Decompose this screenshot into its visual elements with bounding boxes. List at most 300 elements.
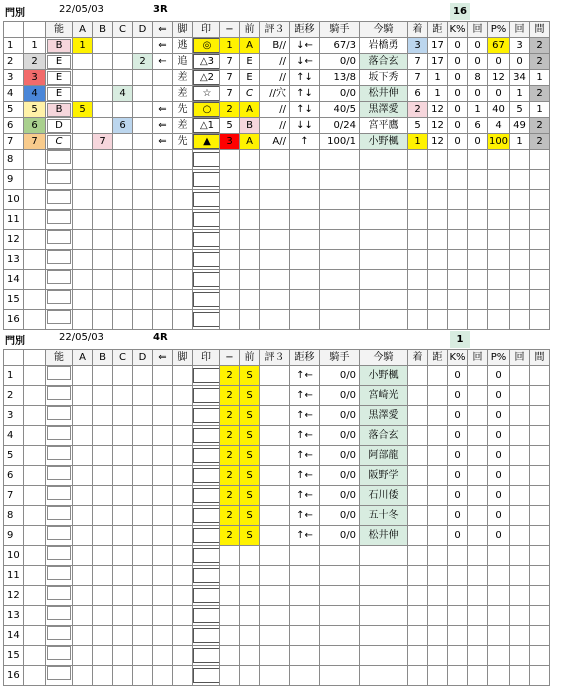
cell-kan	[530, 466, 550, 486]
cell-konki	[360, 626, 408, 646]
cell-p: 0	[488, 506, 510, 526]
mark-cell	[193, 586, 220, 606]
cell-kyoi: ↓←	[290, 54, 320, 70]
cell-mae	[240, 150, 260, 170]
cell-kyori	[428, 366, 448, 386]
cell-kyoi	[290, 586, 320, 606]
cell-kai2: 49	[510, 118, 530, 134]
cell-hyo: //	[260, 102, 290, 118]
cell-a: 5	[73, 102, 93, 118]
ability-cell	[46, 190, 73, 210]
ability-grade: D	[47, 119, 72, 133]
mark-symbol	[193, 312, 220, 327]
row-number: 7	[4, 134, 24, 150]
cell-kishu	[320, 190, 360, 210]
race-date: 22/05/03	[59, 332, 104, 343]
cell-kai	[468, 310, 488, 330]
cell-chaku	[408, 386, 428, 406]
cell-d	[133, 586, 153, 606]
column-header: 着	[408, 350, 428, 366]
cell-minus	[220, 270, 240, 290]
gate-number	[24, 366, 46, 386]
cell-chaku	[408, 426, 428, 446]
cell-konki	[360, 190, 408, 210]
cell-kai	[468, 386, 488, 406]
cell-kyori	[428, 230, 448, 250]
gate-number: 4	[24, 86, 46, 102]
cell-chaku	[408, 446, 428, 466]
mark-symbol	[193, 508, 220, 523]
cell-konki: 石川倭	[360, 486, 408, 506]
table-row	[4, 54, 550, 70]
cell-kishu	[320, 210, 360, 230]
cell-arrow	[153, 646, 173, 666]
cell-a	[73, 54, 93, 70]
cell-arrow	[153, 526, 173, 546]
cell-kai2	[510, 290, 530, 310]
ability-cell	[46, 586, 73, 606]
cell-arrow	[153, 366, 173, 386]
cell-arrow	[153, 210, 173, 230]
cell-konki	[360, 546, 408, 566]
row-number: 8	[4, 506, 24, 526]
cell-kai: 0	[468, 54, 488, 70]
mark-cell	[193, 150, 220, 170]
cell-konki	[360, 210, 408, 230]
mark-symbol	[193, 292, 220, 307]
mark-cell	[193, 118, 220, 134]
mark-symbol	[193, 368, 220, 383]
cell-p: 0	[488, 366, 510, 386]
cell-hyo	[260, 426, 290, 446]
table-row	[4, 170, 550, 190]
cell-minus	[220, 586, 240, 606]
ability-cell	[46, 426, 73, 446]
cell-kishu	[320, 666, 360, 686]
cell-arrow	[153, 626, 173, 646]
column-header: 前	[240, 22, 260, 38]
cell-a	[73, 134, 93, 150]
cell-konki	[360, 230, 408, 250]
cell-kishu: 100/1	[320, 134, 360, 150]
mark-cell	[193, 506, 220, 526]
cell-kai	[468, 486, 488, 506]
cell-k: 0	[448, 486, 468, 506]
cell-c	[113, 250, 133, 270]
ability-grade	[47, 466, 72, 480]
cell-kan: 1	[530, 102, 550, 118]
cell-style	[173, 366, 193, 386]
column-header: 今騎	[360, 22, 408, 38]
cell-mae	[240, 646, 260, 666]
cell-k: 0	[448, 54, 468, 70]
ability-grade	[47, 250, 72, 264]
corner-cell	[24, 350, 46, 366]
cell-style	[173, 446, 193, 466]
cell-hyo: A//	[260, 134, 290, 150]
cell-style	[173, 270, 193, 290]
cell-b	[93, 38, 113, 54]
table-row	[4, 38, 550, 54]
cell-p: 4	[488, 118, 510, 134]
race-header	[3, 331, 550, 349]
cell-mae	[240, 310, 260, 330]
cell-hyo	[260, 406, 290, 426]
mark-cell	[193, 210, 220, 230]
cell-d	[133, 546, 153, 566]
column-header: 今騎	[360, 350, 408, 366]
cell-kai2: 3	[510, 38, 530, 54]
cell-c	[113, 102, 133, 118]
entry-count-badge: 1	[450, 331, 470, 348]
table-row	[4, 546, 550, 566]
mark-symbol: △3	[193, 54, 220, 69]
cell-c	[113, 134, 133, 150]
cell-kyoi: ↑←	[290, 506, 320, 526]
cell-kishu: 0/0	[320, 86, 360, 102]
cell-kai	[468, 270, 488, 290]
mark-cell	[193, 466, 220, 486]
cell-chaku: 7	[408, 70, 428, 86]
cell-kyoi	[290, 190, 320, 210]
cell-d	[133, 666, 153, 686]
cell-c	[113, 546, 133, 566]
cell-k: 0	[448, 70, 468, 86]
cell-k	[448, 586, 468, 606]
cell-chaku: 3	[408, 38, 428, 54]
cell-kyori	[428, 606, 448, 626]
cell-mae	[240, 190, 260, 210]
cell-mae	[240, 586, 260, 606]
gate-number: 5	[24, 102, 46, 118]
cell-p: 67	[488, 38, 510, 54]
cell-hyo	[260, 586, 290, 606]
cell-style	[173, 626, 193, 646]
cell-p: 0	[488, 446, 510, 466]
cell-c	[113, 170, 133, 190]
cell-kan	[530, 310, 550, 330]
row-number: 9	[4, 526, 24, 546]
cell-kyori: 17	[428, 54, 448, 70]
cell-arrow	[153, 486, 173, 506]
cell-mae	[240, 230, 260, 250]
table-row	[4, 626, 550, 646]
cell-konki	[360, 290, 408, 310]
cell-kyoi: ↑←	[290, 426, 320, 446]
table-row	[4, 86, 550, 102]
cell-style	[173, 606, 193, 626]
cell-kyori	[428, 310, 448, 330]
cell-kyori: 1	[428, 70, 448, 86]
gate-number	[24, 386, 46, 406]
mark-symbol	[193, 628, 220, 643]
cell-kishu	[320, 250, 360, 270]
cell-kyoi: ↑←	[290, 526, 320, 546]
cell-chaku	[408, 230, 428, 250]
ability-cell	[46, 466, 73, 486]
cell-kai: 8	[468, 70, 488, 86]
cell-kai: 0	[468, 134, 488, 150]
cell-minus	[220, 170, 240, 190]
cell-kai	[468, 230, 488, 250]
cell-kan	[530, 506, 550, 526]
cell-mae	[240, 290, 260, 310]
ability-grade	[47, 586, 72, 600]
cell-style: 逃	[173, 38, 193, 54]
cell-a	[73, 250, 93, 270]
cell-k	[448, 546, 468, 566]
ability-cell	[46, 526, 73, 546]
cell-kai2	[510, 486, 530, 506]
cell-c	[113, 646, 133, 666]
cell-d	[133, 290, 153, 310]
cell-kyori	[428, 586, 448, 606]
cell-arrow	[153, 586, 173, 606]
cell-konki: 坂下秀	[360, 70, 408, 86]
cell-style	[173, 586, 193, 606]
cell-style	[173, 386, 193, 406]
gate-number	[24, 230, 46, 250]
gate-number	[24, 606, 46, 626]
column-header: P%	[488, 350, 510, 366]
cell-mae	[240, 566, 260, 586]
cell-kan: 1	[530, 70, 550, 86]
cell-minus: 3	[220, 134, 240, 150]
cell-kyori	[428, 250, 448, 270]
cell-konki	[360, 170, 408, 190]
cell-minus: 7	[220, 86, 240, 102]
cell-kishu	[320, 566, 360, 586]
cell-kan	[530, 230, 550, 250]
gate-number	[24, 210, 46, 230]
cell-style	[173, 546, 193, 566]
cell-kai: 0	[468, 38, 488, 54]
mark-symbol	[193, 408, 220, 423]
column-header: 能	[46, 350, 73, 366]
cell-hyo	[260, 626, 290, 646]
cell-chaku	[408, 546, 428, 566]
cell-kai2: 0	[510, 54, 530, 70]
cell-a	[73, 290, 93, 310]
cell-kyoi	[290, 250, 320, 270]
cell-arrow	[153, 546, 173, 566]
race-header	[3, 3, 550, 21]
cell-chaku	[408, 486, 428, 506]
cell-minus	[220, 666, 240, 686]
cell-p	[488, 626, 510, 646]
cell-kyori	[428, 646, 448, 666]
table-row	[4, 526, 550, 546]
cell-c	[113, 666, 133, 686]
cell-minus	[220, 606, 240, 626]
ability-cell	[46, 270, 73, 290]
cell-arrow	[153, 446, 173, 466]
cell-konki	[360, 606, 408, 626]
cell-p	[488, 170, 510, 190]
cell-kai2	[510, 366, 530, 386]
cell-hyo	[260, 506, 290, 526]
cell-kyoi: ↑↓	[290, 102, 320, 118]
cell-kyori	[428, 446, 448, 466]
ability-grade: E	[47, 71, 72, 85]
cell-konki: 黒澤愛	[360, 102, 408, 118]
cell-hyo	[260, 210, 290, 230]
cell-mae: A	[240, 38, 260, 54]
cell-hyo	[260, 310, 290, 330]
cell-hyo	[260, 290, 290, 310]
cell-a	[73, 366, 93, 386]
ability-grade	[47, 386, 72, 400]
cell-konki	[360, 566, 408, 586]
cell-style	[173, 646, 193, 666]
cell-a	[73, 566, 93, 586]
cell-b	[93, 626, 113, 646]
cell-k	[448, 310, 468, 330]
cell-hyo: //	[260, 54, 290, 70]
column-header: ⇐	[153, 22, 173, 38]
ability-grade	[47, 506, 72, 520]
cell-style	[173, 566, 193, 586]
cell-arrow	[153, 150, 173, 170]
cell-b	[93, 270, 113, 290]
cell-chaku	[408, 290, 428, 310]
cell-p	[488, 230, 510, 250]
cell-kyori	[428, 406, 448, 426]
cell-kishu	[320, 150, 360, 170]
cell-kyoi: ↑←	[290, 486, 320, 506]
cell-kai	[468, 190, 488, 210]
cell-p	[488, 210, 510, 230]
cell-kishu	[320, 626, 360, 646]
cell-chaku: 5	[408, 118, 428, 134]
table-row	[4, 270, 550, 290]
cell-b	[93, 230, 113, 250]
cell-kan	[530, 626, 550, 646]
cell-kyoi	[290, 546, 320, 566]
cell-mae: S	[240, 466, 260, 486]
column-header: C	[113, 350, 133, 366]
mark-symbol	[193, 488, 220, 503]
cell-kan	[530, 446, 550, 466]
cell-mae: E	[240, 70, 260, 86]
cell-mae: S	[240, 506, 260, 526]
column-header: 脚	[173, 22, 193, 38]
cell-mae: S	[240, 526, 260, 546]
cell-kai2	[510, 170, 530, 190]
mark-symbol: ▲	[193, 134, 220, 149]
cell-kishu	[320, 290, 360, 310]
cell-style	[173, 526, 193, 546]
cell-kyori	[428, 486, 448, 506]
cell-kyori: 12	[428, 118, 448, 134]
cell-d	[133, 190, 153, 210]
cell-konki: 阿部龍	[360, 446, 408, 466]
venue-label: 門別	[5, 8, 25, 19]
cell-kan	[530, 586, 550, 606]
ability-grade	[47, 646, 72, 660]
ability-grade	[47, 230, 72, 244]
cell-minus: 2	[220, 526, 240, 546]
ability-grade	[47, 546, 72, 560]
mark-symbol	[193, 172, 220, 187]
row-number: 10	[4, 190, 24, 210]
mark-cell	[193, 566, 220, 586]
mark-cell	[193, 426, 220, 446]
ability-grade: C	[47, 135, 72, 149]
cell-kai	[468, 506, 488, 526]
cell-p: 0	[488, 386, 510, 406]
cell-kyori	[428, 210, 448, 230]
ability-grade	[47, 606, 72, 620]
cell-a	[73, 406, 93, 426]
cell-k	[448, 606, 468, 626]
ability-cell	[46, 230, 73, 250]
mark-cell	[193, 290, 220, 310]
cell-a	[73, 86, 93, 102]
cell-minus	[220, 646, 240, 666]
cell-minus	[220, 210, 240, 230]
cell-mae: S	[240, 386, 260, 406]
cell-d	[133, 38, 153, 54]
gate-number	[24, 506, 46, 526]
cell-kai2	[510, 310, 530, 330]
mark-cell	[193, 406, 220, 426]
row-number: 8	[4, 150, 24, 170]
mark-cell	[193, 310, 220, 330]
column-header: 印	[193, 350, 220, 366]
ability-cell	[46, 386, 73, 406]
cell-kai2	[510, 646, 530, 666]
cell-chaku	[408, 190, 428, 210]
cell-style: 先	[173, 134, 193, 150]
cell-kai2	[510, 606, 530, 626]
ability-grade: B	[47, 103, 72, 117]
cell-minus	[220, 546, 240, 566]
cell-kan	[530, 546, 550, 566]
cell-kyoi	[290, 290, 320, 310]
cell-k: 0	[448, 426, 468, 446]
ability-cell	[46, 546, 73, 566]
cell-chaku	[408, 270, 428, 290]
mark-symbol	[193, 272, 220, 287]
column-header: 脚	[173, 350, 193, 366]
cell-c	[113, 506, 133, 526]
cell-chaku	[408, 666, 428, 686]
cell-konki	[360, 270, 408, 290]
cell-kyori: 17	[428, 38, 448, 54]
cell-kai2	[510, 406, 530, 426]
ability-grade: E	[47, 87, 72, 101]
cell-kan	[530, 150, 550, 170]
table-row	[4, 190, 550, 210]
cell-b	[93, 466, 113, 486]
venue-label: 門別	[5, 336, 25, 347]
cell-kai: 6	[468, 118, 488, 134]
cell-c: 4	[113, 86, 133, 102]
gate-number	[24, 426, 46, 446]
cell-kan	[530, 270, 550, 290]
cell-arrow	[153, 70, 173, 86]
table-row	[4, 566, 550, 586]
cell-kai	[468, 606, 488, 626]
cell-mae: B	[240, 118, 260, 134]
cell-c	[113, 150, 133, 170]
mark-symbol	[193, 668, 220, 683]
cell-mae: A	[240, 102, 260, 118]
cell-mae	[240, 546, 260, 566]
mark-cell	[193, 546, 220, 566]
table-row	[4, 310, 550, 330]
